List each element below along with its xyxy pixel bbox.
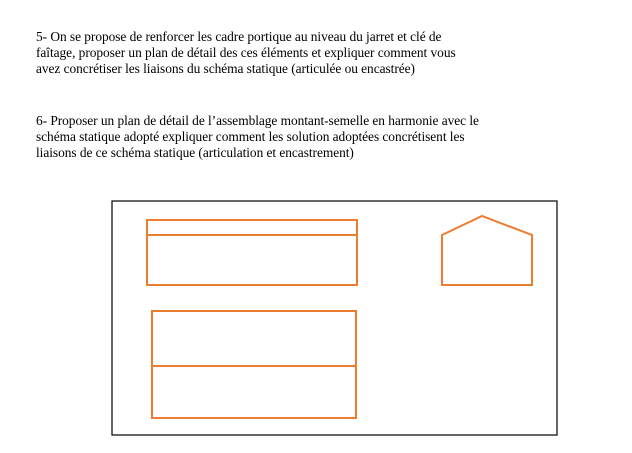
house-pentagon-sketch <box>442 216 532 285</box>
question-6-line-2: schéma statique adopté expliquer comment les solution adoptées concrétisent les <box>36 129 465 144</box>
question-6-line-3: liaisons de ce schéma statique (articulation et encastrement) <box>36 145 354 160</box>
question-5-line-2: faîtage, proposer un plan de détail des ces éléments et expliquer comment vous <box>36 45 456 60</box>
question-6-line-1: 6- Proposer un plan de détail de l’assemblage montant-semelle en harmonie avec le <box>36 113 479 128</box>
column-base-outline <box>152 311 356 418</box>
beam-outline <box>147 220 357 285</box>
beam-sketch <box>147 220 357 285</box>
column-base-sketch <box>152 311 356 418</box>
question-5-line-1: 5- On se propose de renforcer les cadre portique au niveau du jarret et clé de <box>36 29 442 44</box>
figure-frame <box>112 201 557 435</box>
question-5-line-3: avez concrétiser les liaisons du schéma statique (articulée ou encastrée) <box>36 61 415 76</box>
